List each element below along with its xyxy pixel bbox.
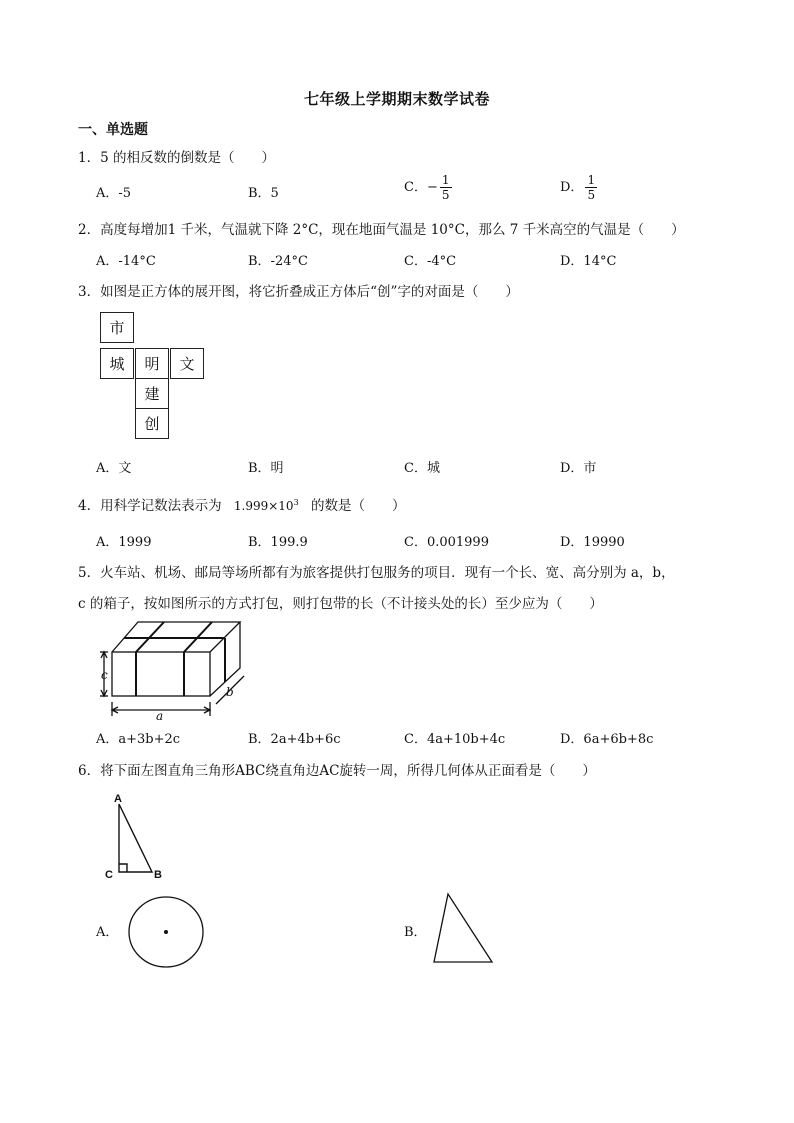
label-c: c xyxy=(101,668,108,682)
question-6-option-b: B． xyxy=(404,925,427,940)
label-a: a xyxy=(156,709,164,722)
question-4-option-a: A．1999 xyxy=(96,535,152,550)
question-2-option-b: B．-24°C xyxy=(248,254,308,269)
option-a-circle-figure xyxy=(126,894,206,970)
question-5-option-d: D．6a+6b+8c xyxy=(560,732,654,747)
net-cell: 建 xyxy=(135,378,169,409)
question-2-option-a: A．-14°C xyxy=(96,254,156,269)
question-4-stem xyxy=(78,494,405,514)
question-5-option-b: B．2a+4b+6c xyxy=(248,732,341,747)
question-6-stem: 6．将下面左图直角三角形ABC绕直角边AC旋转一周，所得几何体从正面看是（ ） xyxy=(78,763,596,779)
question-4-option-c: C．0.001999 xyxy=(404,535,489,550)
fraction-numerator: 1 xyxy=(441,173,450,187)
net-cell: 明 xyxy=(135,348,169,379)
option-c-sign: − xyxy=(426,180,438,195)
question-4-text-after: 的数是（ ） xyxy=(310,498,406,514)
question-5-stem-line-2: c 的箱子，按如图所示的方式打包，则打包带的长（不计接头处的长）至少应为（ ） xyxy=(78,596,603,612)
question-2-option-c: C．-4°C xyxy=(404,254,457,269)
question-1-option-a: A．-5 xyxy=(96,186,132,201)
right-triangle-abc-figure xyxy=(100,792,170,884)
question-3-option-c: C．城 xyxy=(404,461,440,476)
fraction-denominator: 5 xyxy=(587,188,596,202)
question-2-option-d: D．14°C xyxy=(560,254,617,269)
fraction xyxy=(585,173,597,202)
packaged-box-figure xyxy=(94,616,250,722)
question-4-text-before: 4．用科学记数法表示为 xyxy=(78,498,222,514)
question-4-option-d: D．19990 xyxy=(560,535,625,550)
question-1-stem: 1．5 的相反数的倒数是（ ） xyxy=(78,150,275,166)
vertex-label-c: C xyxy=(105,869,113,881)
section-heading: 一、单选题 xyxy=(78,122,148,138)
vertex-label-a: A xyxy=(114,793,122,805)
question-5-option-c: C．4a+10b+4c xyxy=(404,732,506,747)
page-title: 七年级上学期期末数学试卷 xyxy=(303,90,490,108)
question-1-option-d xyxy=(560,173,597,202)
question-3-option-d: D．市 xyxy=(560,461,597,476)
net-cell: 市 xyxy=(100,312,134,343)
fraction-numerator: 1 xyxy=(587,173,596,187)
question-1-option-b: B．5 xyxy=(248,186,279,201)
question-2-stem: 2．高度每增加1 千米，气温就下降 2°C，现在地面气温是 10°C，那么 7 千米高空的气温是（ ） xyxy=(78,222,685,238)
label-b: b xyxy=(226,685,234,699)
question-4-option-b: B．199.9 xyxy=(248,535,308,550)
net-cell: 城 xyxy=(100,348,134,379)
math-base: 1.999×10 xyxy=(233,499,294,513)
question-4-math xyxy=(234,499,299,513)
question-1-option-c xyxy=(404,173,452,202)
question-6-option-a: A． xyxy=(96,925,119,940)
math-exponent: 3 xyxy=(293,498,299,507)
question-5-option-a: A．a+3b+2c xyxy=(96,732,181,747)
net-cell: 文 xyxy=(170,348,204,379)
option-d-label: D． xyxy=(560,180,584,195)
option-b-triangle-figure xyxy=(430,890,500,970)
question-5-stem-line-1: 5．火车站、机场、邮局等场所都有为旅客提供打包服务的项目．现有一个长、宽、高分别为 a，b， xyxy=(78,565,675,581)
net-cell: 创 xyxy=(135,408,169,439)
vertex-label-b: B xyxy=(154,869,162,881)
option-c-label: C． xyxy=(404,180,427,195)
cube-net-figure xyxy=(100,312,210,444)
question-3-option-a: A．文 xyxy=(96,461,132,476)
fraction-denominator: 5 xyxy=(441,188,450,202)
fraction xyxy=(440,173,452,202)
question-3-option-b: B．明 xyxy=(248,461,284,476)
question-3-stem: 3．如图是正方体的展开图，将它折叠成正方体后“创”字的对面是（ ） xyxy=(78,284,519,300)
